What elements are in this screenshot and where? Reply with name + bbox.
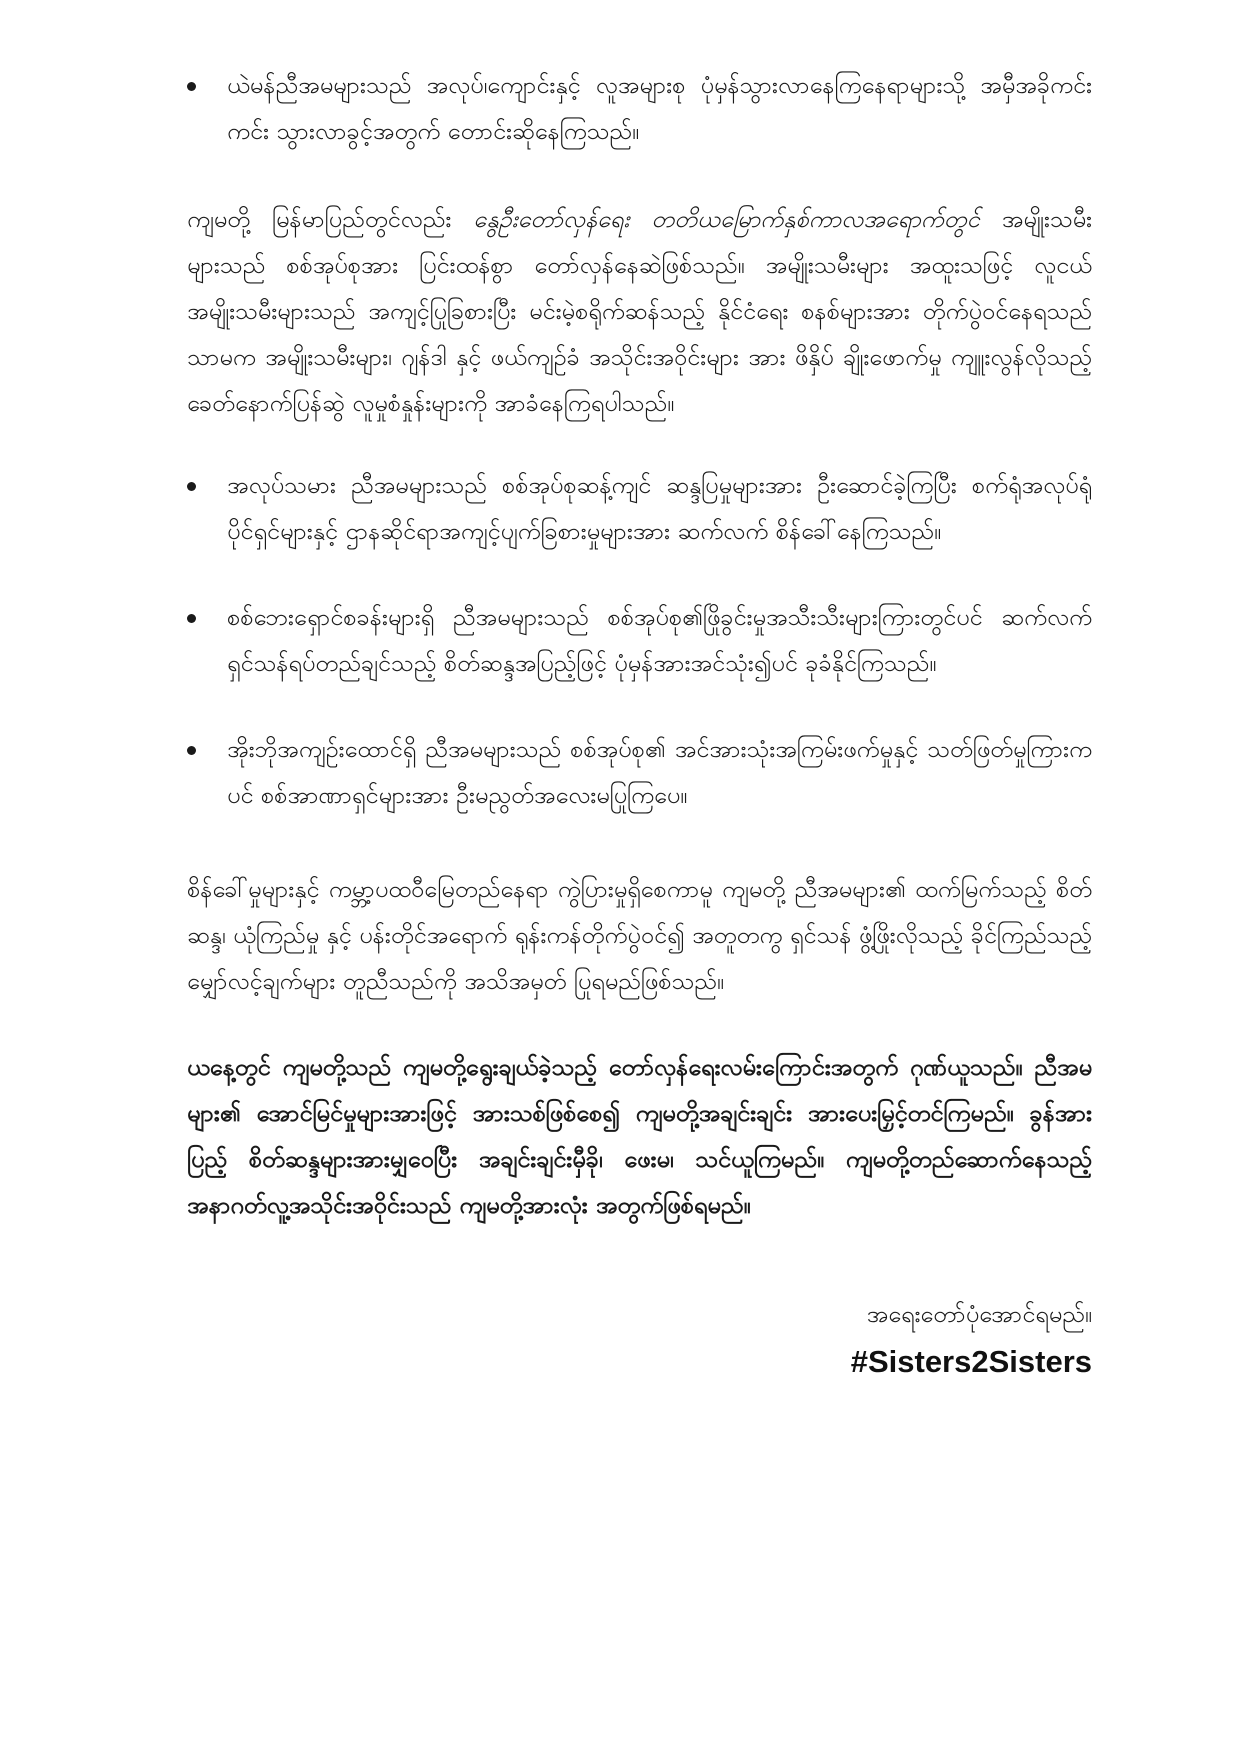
paragraph-solidarity: စိန်ခေါ်မှုများနှင့် ကမ္ဘာ့ပထဝီမြေတည်နေရာ ကွဲပြားမှုရှိစေကာမူ ကျမတို့ ညီအမများ၏ ထက်မြက်သည့် စိတ်ဆန္ဒ၊ ယုံကြည်မှု နှင့် ပန်းတိုင်အရောက် ရုန်းကန်တိုက်ပွဲဝင်၍ အတူတကွ ရှင်သန် ဖွံ့ဖြိုးလိုသည့် ခိုင်ကြည်သည့် မျှော်လင့်ချက်များ တူညီသည်ကို အသိအမှတ် ပြုရမည်ဖြစ်သည်။ bbox=[187, 875, 1092, 995]
bullet-list-middle bbox=[187, 462, 1092, 818]
paragraph-intro-lead: ကျမတို့ မြန်မာပြည်တွင်လည်း bbox=[187, 205, 474, 233]
bullet-text: စစ်ဘေးရှောင်စခန်းများရှိ ညီအမများသည် စစ်အုပ်စု၏ဖြိုခွင်းမှုအသီးသီးများကြားတွင်ပင် ဆက်လက်ရှင်သန်ရပ်တည်ချင်သည့် စိတ်ဆန္ဒအပြည့်ဖြင့် ပုံမှန်အားအင်သုံး၍ပင် ခုခံနိုင်ကြသည်။ bbox=[227, 603, 1092, 677]
bullet-text: အိုးဘိုအကျဉ်းထောင်ရှိ ညီအမများသည် စစ်အုပ်စု၏ အင်အားသုံးအကြမ်းဖက်မှုနှင့် သတ်ဖြတ်မှုကြားကပင် စစ်အာဏာရှင်များအား ဦးမညွတ်အလေးမပြုကြပေ။ bbox=[227, 735, 1092, 809]
bullet-dot-icon bbox=[187, 614, 196, 623]
bullet-item bbox=[187, 62, 1092, 154]
bullet-item bbox=[187, 462, 1092, 554]
signoff-slogan: အရေးတော်ပုံအောင်ရမည်။ bbox=[866, 1300, 1092, 1328]
bullet-dot-icon bbox=[187, 482, 196, 491]
bullet-dot-icon bbox=[187, 82, 196, 91]
paragraph-declaration: ယနေ့တွင် ကျမတို့သည် ကျမတို့ရွေးချယ်ခဲ့သည့် တော်လှန်ရေးလမ်းကြောင်းအတွက် ဂုဏ်ယူသည်။ ညီအမများ၏ အောင်မြင်မှုများအားဖြင့် အားသစ်ဖြစ်စေ၍ ကျမတို့အချင်းချင်း အားပေးမြှင့်တင်ကြမည်။ ခွန်အားပြည့် စိတ်ဆန္ဒများအားမျှဝေပြီး အချင်းချင်းမှီခို၊ ဖေးမ၊ သင်ယူကြမည်။ ကျမတို့တည်ဆောက်နေသည့် အနာဂတ်လူ့အသိုင်းအဝိုင်းသည် ကျမတို့အားလုံး အတွက်ဖြစ်ရမည်။ bbox=[187, 1053, 1092, 1219]
bullet-list-top bbox=[187, 62, 1092, 154]
hashtag: #Sisters2Sisters bbox=[850, 1344, 1092, 1379]
document-content bbox=[187, 62, 1092, 1382]
paragraph-intro-emphasis: နွေဦးတော်လှန်ရေး တတိယမြောက်နှစ်ကာလအရောက်တွင် bbox=[473, 205, 980, 233]
paragraph-intro-rest: အမျိုးသမီးများသည် စစ်အုပ်စုအား ပြင်းထန်စွာ တော်လှန်နေဆဲဖြစ်သည်။ အမျိုးသမီးများ အထူးသဖြင့် လူငယ်အမျိုးသမီးများသည် အကျင့်ပြုခြစားပြီး မင်းမဲ့စရိုက်ဆန်သည့် နိုင်ငံရေး စနစ်များအား တိုက်ပွဲဝင်နေရသည်သာမက အမျိုးသမီးများ၊ ဂျန်ဒါ နှင့် ဖယ်ကျဉ်ခံ အသိုင်းအဝိုင်းများ အား ဖိနှိပ် ချိုးဖောက်မှု ကျူးလွန်လိုသည့် ခေတ်နောက်ပြန်ဆွဲ လူမှုစံနှုန်းများကို အာခံနေကြရပါသည်။ bbox=[187, 205, 1092, 417]
bullet-item bbox=[187, 594, 1092, 686]
bullet-text: ယဲမန်ညီအမများသည် အလုပ်၊ကျောင်းနှင့် လူအများစု ပုံမှန်သွားလာနေကြနေရာများသို့ အမှီအခိုကင်းကင်း သွားလာခွင့်အတွက် တောင်းဆိုနေကြသည်။ bbox=[227, 71, 1092, 145]
paragraph-intro bbox=[187, 196, 1092, 426]
bullet-text: အလုပ်သမား ညီအမများသည် စစ်အုပ်စုဆန့်ကျင် ဆန္ဒပြမှုများအား ဦးဆောင်ခဲ့ကြပြီး စက်ရုံအလုပ်ရုံပိုင်ရှင်များနှင့် ဌာနဆိုင်ရာအကျင့်ပျက်ခြစားမှုများအား ဆက်လက် စိန်ခေါ်နေကြသည်။ bbox=[227, 471, 1092, 545]
bullet-dot-icon bbox=[187, 746, 196, 755]
bullet-item bbox=[187, 726, 1092, 818]
